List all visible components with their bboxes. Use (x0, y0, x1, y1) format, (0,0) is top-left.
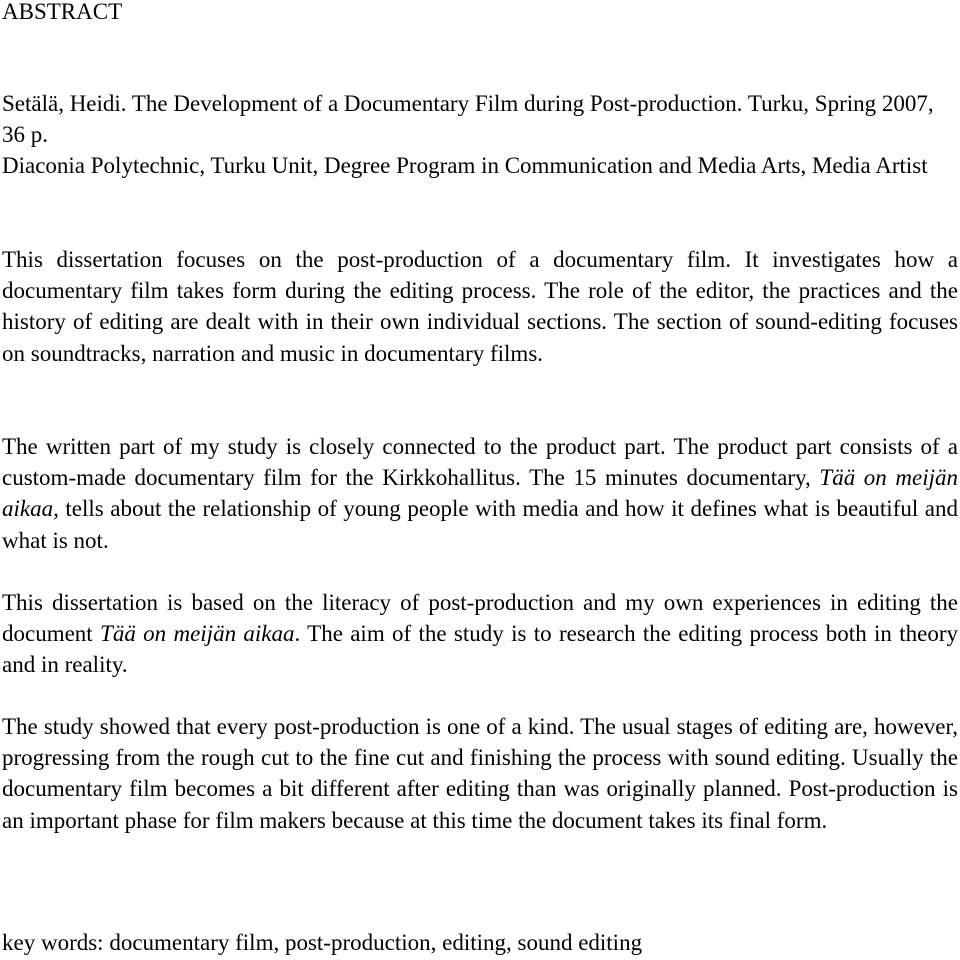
page-title: ABSTRACT (2, 0, 123, 24)
paragraph-3-text-end: . The aim of the study is to research the editing process both in theory and in reality. (2, 621, 958, 678)
paragraph-2-text-start: The written part of my study is closely connected to the product part. The product part consists of a custom-made documentary film for the Kirkkohallitus. The 15 minutes documentary, (2, 434, 958, 491)
abstract-paragraph-4: The study showed that every post-production is one of a kind. The usual stages of editing are, however, progressing from the rough cut to the fine cut and finishing the process with sound editing. Usually the documentary film becomes a bit different after editing than was originally planned. Post-production is an important phase for film makers because at this time the document takes its final form. (2, 714, 958, 833)
institution-line: Diaconia Polytechnic, Turku Unit, Degree Program in Communication and Media Arts, Media Artist (2, 153, 928, 178)
abstract-paragraph-2 (2, 431, 958, 556)
film-title: Tää on meijän aikaa (100, 621, 295, 647)
film-title: Tää on meijän aikaa, (2, 465, 959, 522)
abstract-paragraph-3 (2, 587, 958, 681)
citation-line: Setälä, Heidi. The Development of a Documentary Film during Post-production. Turku, Spring 2007, 36 p. (2, 91, 934, 148)
abstract-paragraph-1: This dissertation focuses on the post-production of a documentary film. It investigates how a documentary film takes form during the editing process. The role of the editor, the practices and the history of editing are dealt with in their own individual sections. The section of sound-editing focuses on soundtracks, narration and music in documentary films. (2, 247, 958, 366)
paragraph-3-text-start: This dissertation is based on the literacy of post-production and my own experiences in editing the document (2, 590, 958, 647)
paragraph-2-text-end: tells about the relationship of young people with media and how it defines what is beautiful and what is not. (2, 496, 958, 553)
keywords-line: key words: documentary film, post-production, editing, sound editing (2, 930, 643, 955)
